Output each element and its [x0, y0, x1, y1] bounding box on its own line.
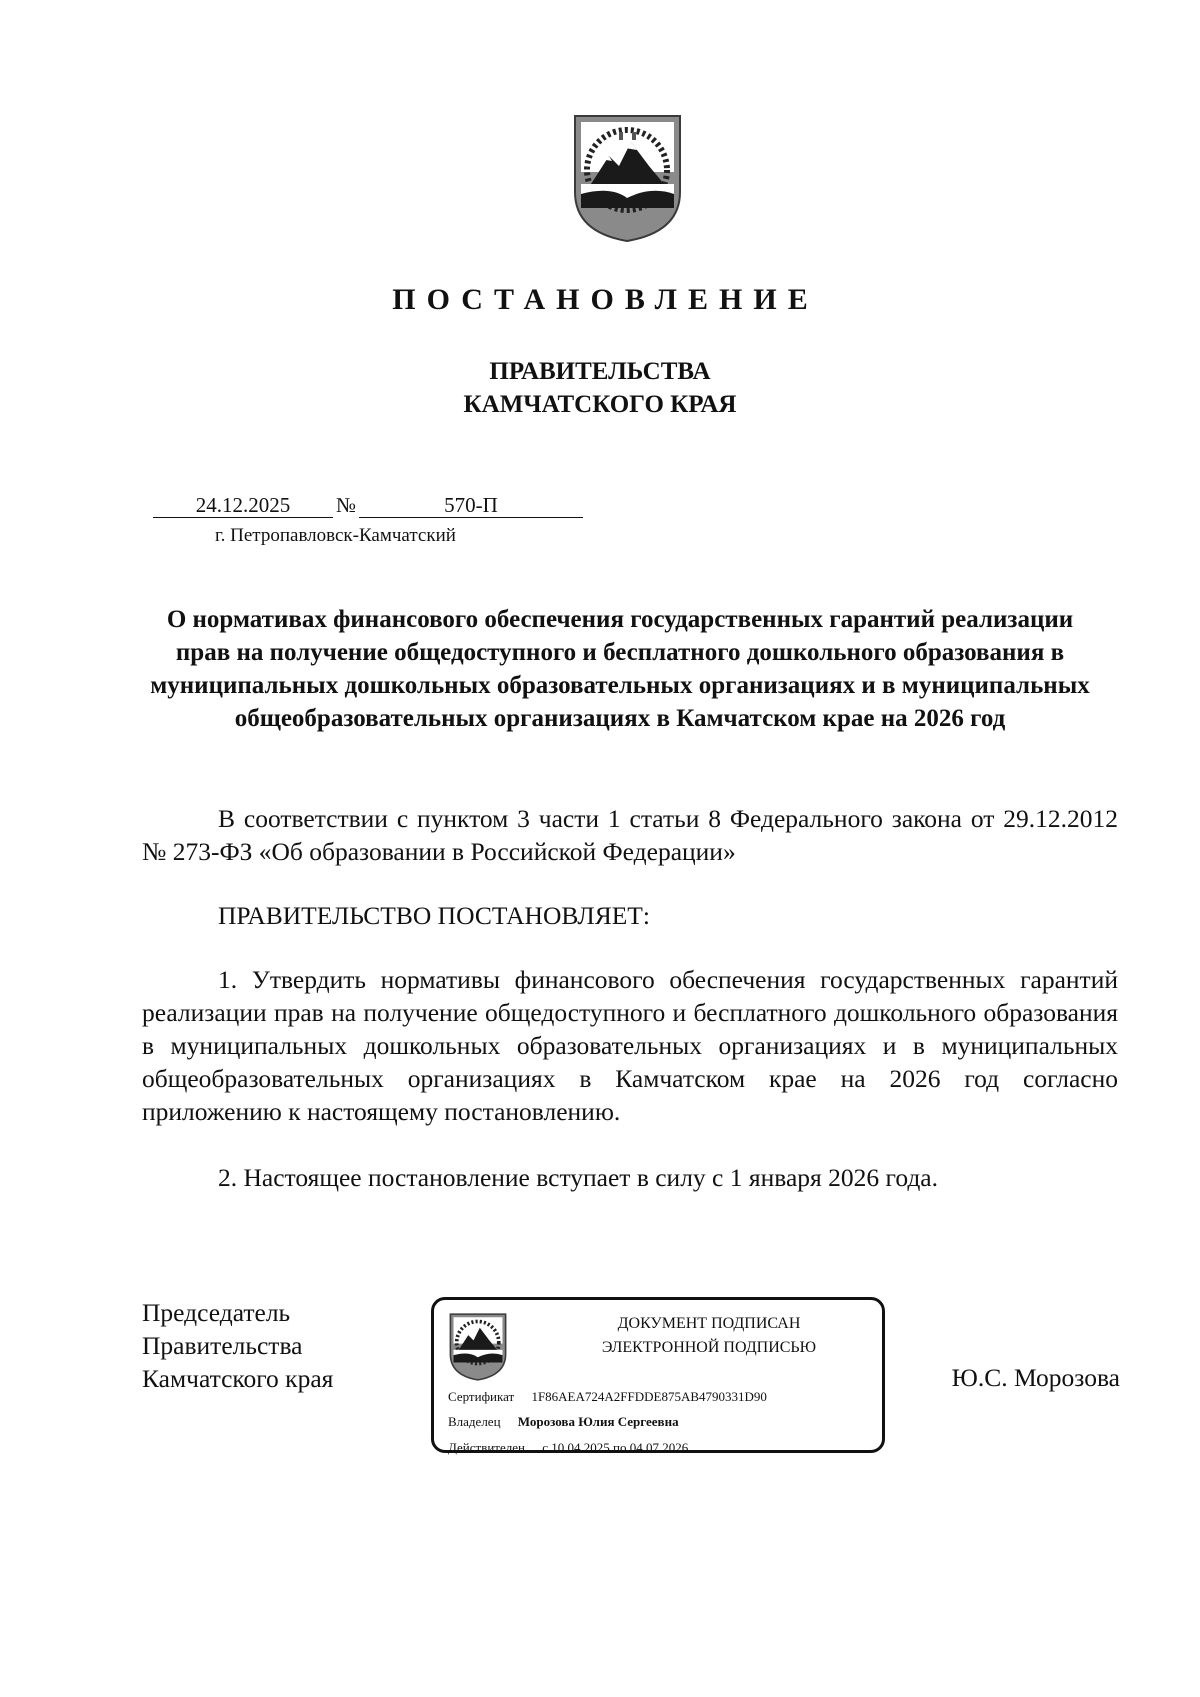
number-sign: № [335, 493, 357, 517]
stamp-owner-row [448, 1414, 679, 1430]
stamp-coat-of-arms-icon [448, 1312, 508, 1382]
validity-value: с 10.04.2025 по 04.07.2026 [542, 1440, 689, 1455]
document-title: О нормативах финансового обеспечения государственных гарантий реализации прав на получение общедоступного и бесплатного дошкольного образования в муниципальных дошкольных образовательных организациях и в муниципальных общеобразовательных организациях в Камчатском крае на 2026 год [150, 606, 1090, 732]
stamp-validity-row [448, 1440, 688, 1456]
document-date: 24.12.2025 [153, 493, 333, 518]
signer-position [142, 1296, 333, 1395]
item-2-paragraph: 2. Настоящее постановление вступает в силу с 1 января 2026 года. [218, 1163, 939, 1192]
signer-position-line-1: Председатель [142, 1298, 291, 1327]
issuer-heading [0, 355, 1200, 421]
signer-position-line-2: Правительства [142, 1331, 303, 1360]
preamble-paragraph: В соответствии с пунктом 3 части 1 статьи 8 Федерального закона от 29.12.2012 № 273-ФЗ «Об образовании в Российской Федерации» [142, 804, 1118, 866]
electronic-signature-stamp [431, 1297, 885, 1453]
stamp-heading [544, 1312, 874, 1360]
kamchatka-coat-of-arms-icon [571, 112, 684, 245]
registration-line [153, 493, 583, 519]
document-type-heading: ПОСТАНОВЛЕНИЕ [392, 283, 819, 316]
stamp-heading-line-1: ДОКУМЕНТ ПОДПИСАН [617, 1315, 801, 1332]
owner-value: Морозова Юлия Сергеевна [517, 1414, 679, 1429]
signer-position-line-3: Камчатского края [142, 1364, 334, 1393]
certificate-label: Сертификат [448, 1389, 515, 1404]
certificate-value: 1F86AEA724A2FFDDE875AB4790331D90 [531, 1389, 767, 1404]
signer-name: Ю.С. Морозова [951, 1363, 1120, 1392]
item-1-paragraph: 1. Утвердить нормативы финансового обеспечения государственных гарантий реализации прав на получение общедоступного и бесплатного дошкольного образования в муниципальных дошкольных образовательных организациях и в муниципальных общеобразовательных организациях в Камчатском крае на 2026 год согласно приложению к настоящему постановлению. [142, 965, 1118, 1126]
issue-city: г. Петропавловск-Камчатский [215, 525, 456, 546]
owner-label: Владелец [448, 1414, 501, 1429]
stamp-certificate-row [448, 1389, 767, 1405]
resolve-paragraph: ПРАВИТЕЛЬСТВО ПОСТАНОВЛЯЕТ: [218, 901, 650, 930]
issuer-line-2: КАМЧАТСКОГО КРАЯ [463, 391, 737, 418]
stamp-heading-line-2: ЭЛЕКТРОННОЙ ПОДПИСЬЮ [601, 1339, 817, 1356]
issuer-line-1: ПРАВИТЕЛЬСТВА [489, 358, 711, 385]
validity-label: Действителен [448, 1440, 525, 1455]
document-number: 570-П [359, 493, 583, 518]
